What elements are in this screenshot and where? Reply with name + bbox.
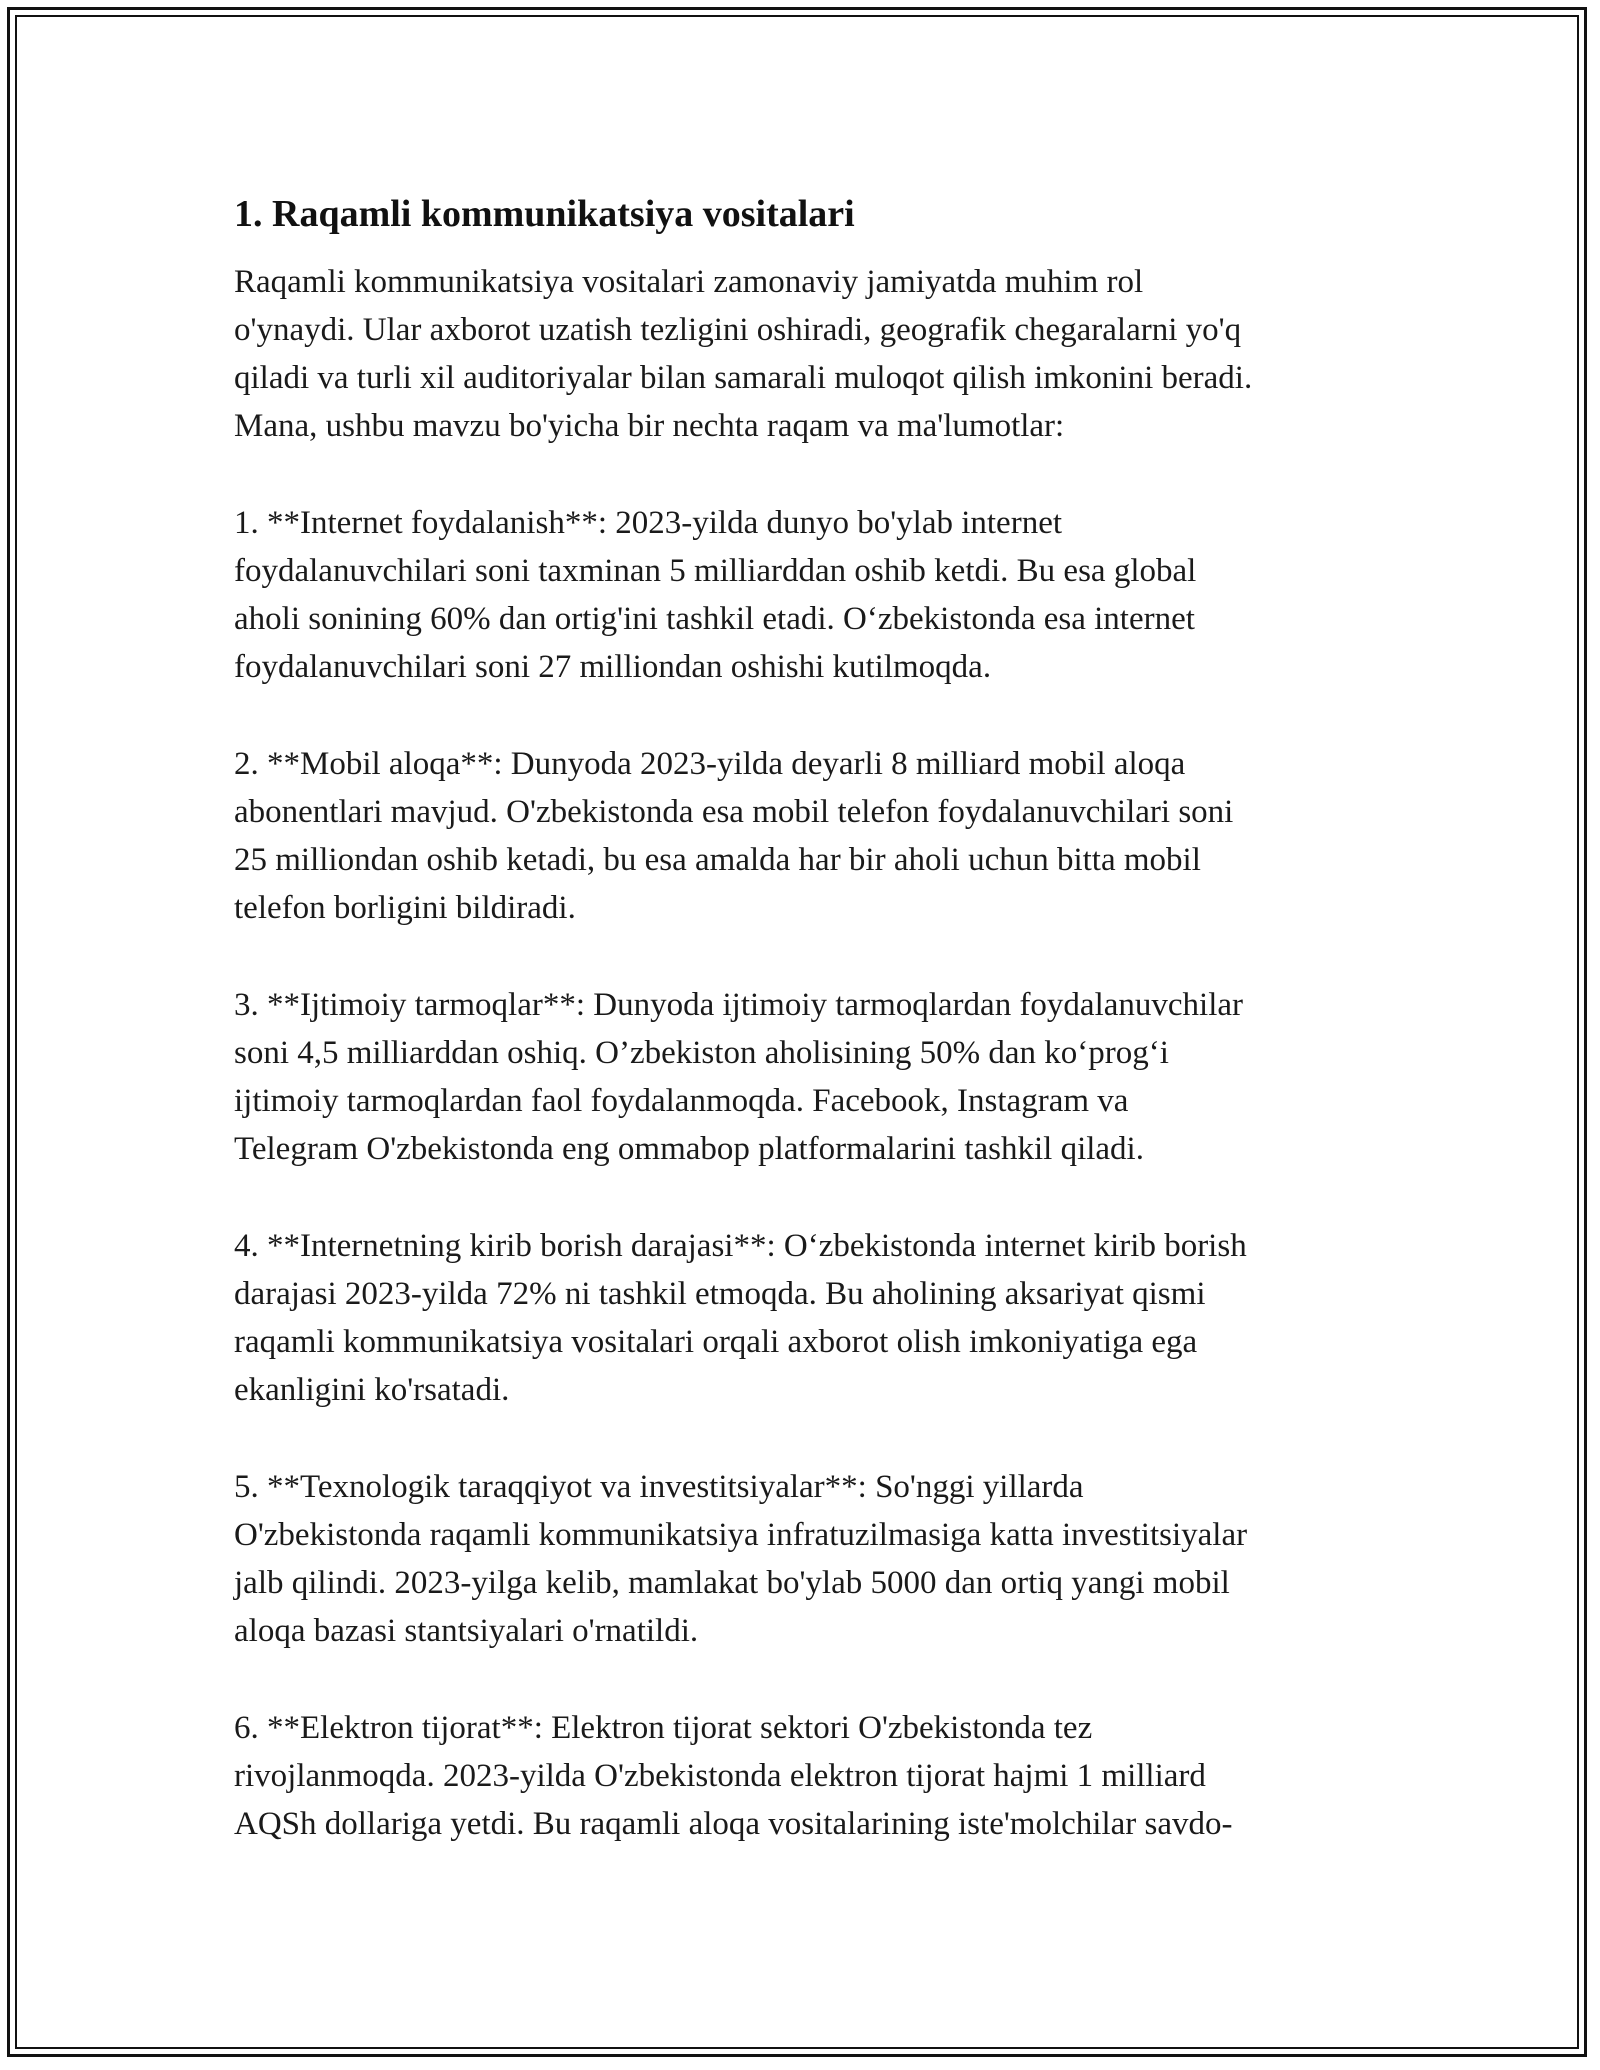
- text-line: o'ynaydi. Ular axborot uzatish tezligini oshiradi, geografik chegaralarni yo'q: [234, 312, 1242, 348]
- text-line: darajasi 2023-yilda 72% ni tashkil etmoqda. Bu aholining aksariyat qismi: [234, 1276, 1206, 1312]
- text-line: aholi sonining 60% dan ortig'ini tashkil etadi. O‘zbekistonda esa internet: [234, 601, 1195, 637]
- text-line: 25 milliondan oshib ketadi, bu esa amalda har bir aholi uchun bitta mobil: [234, 842, 1201, 878]
- section-title: 1. Raqamli kommunikatsiya vositalari: [234, 193, 855, 235]
- text-line: 6. **Elektron tijorat**: Elektron tijorat sektori O'zbekistonda tez: [234, 1710, 1093, 1746]
- list-item-e-commerce: [234, 1704, 1384, 1848]
- text-line: rivojlanmoqda. 2023-yilda O'zbekistonda elektron tijorat hajmi 1 milliard: [234, 1758, 1206, 1794]
- list-item-internet-penetration: [234, 1222, 1384, 1414]
- text-line: ijtimoiy tarmoqlardan faol foydalanmoqda. Facebook, Instagram va: [234, 1083, 1129, 1119]
- text-line: 4. **Internetning kirib borish darajasi**: O‘zbekistonda internet kirib borish: [234, 1228, 1247, 1264]
- text-line: 2. **Mobil aloqa**: Dunyoda 2023-yilda deyarli 8 milliard mobil aloqa: [234, 746, 1186, 782]
- text-line: AQSh dollariga yetdi. Bu raqamli aloqa vositalarining iste'molchilar savdo-: [234, 1806, 1233, 1842]
- text-line: ekanligini ko'rsatadi.: [234, 1372, 510, 1408]
- text-line: telefon borligini bildiradi.: [234, 890, 576, 926]
- list-item-mobile-communication: [234, 740, 1384, 932]
- list-item-social-networks: [234, 981, 1384, 1173]
- text-line: jalb qilindi. 2023-yilga kelib, mamlakat bo'ylab 5000 dan ortiq yangi mobil: [234, 1565, 1230, 1601]
- text-line: 5. **Texnologik taraqqiyot va investitsiyalar**: So'nggi yillarda: [234, 1469, 1084, 1505]
- intro-paragraph: [234, 258, 1384, 450]
- document-body: [234, 190, 1384, 1897]
- text-line: foydalanuvchilari soni 27 milliondan oshishi kutilmoqda.: [234, 649, 992, 685]
- text-line: qiladi va turli xil auditoriyalar bilan samarali muloqot qilish imkonini beradi.: [234, 360, 1253, 396]
- text-line: abonentlari mavjud. O'zbekistonda esa mobil telefon foydalanuvchilari soni: [234, 794, 1234, 830]
- text-line: raqamli kommunikatsiya vositalari orqali axborot olish imkoniyatiga ega: [234, 1324, 1198, 1360]
- text-line: Telegram O'zbekistonda eng ommabop platformalarini tashkil qiladi.: [234, 1131, 1144, 1167]
- text-line: soni 4,5 milliarddan oshiq. O’zbekiston aholisining 50% dan ko‘prog‘i: [234, 1035, 1169, 1071]
- text-line: 3. **Ijtimoiy tarmoqlar**: Dunyoda ijtimoiy tarmoqlardan foydalanuvchilar: [234, 987, 1244, 1023]
- text-line: Mana, ushbu mavzu bo'yicha bir nechta raqam va ma'lumotlar:: [234, 408, 1065, 444]
- text-line: 1. **Internet foydalanish**: 2023-yilda dunyo bo'ylab internet: [234, 505, 1063, 541]
- list-item-tech-investment: [234, 1463, 1384, 1655]
- text-line: foydalanuvchilari soni taxminan 5 milliarddan oshib ketdi. Bu esa global: [234, 553, 1197, 589]
- text-line: O'zbekistonda raqamli kommunikatsiya infratuzilmasiga katta investitsiyalar: [234, 1517, 1248, 1553]
- text-line: Raqamli kommunikatsiya vositalari zamonaviy jamiyatda muhim rol: [234, 264, 1144, 300]
- list-item-internet-usage: [234, 499, 1384, 691]
- text-line: aloqa bazasi stantsiyalari o'rnatildi.: [234, 1613, 699, 1649]
